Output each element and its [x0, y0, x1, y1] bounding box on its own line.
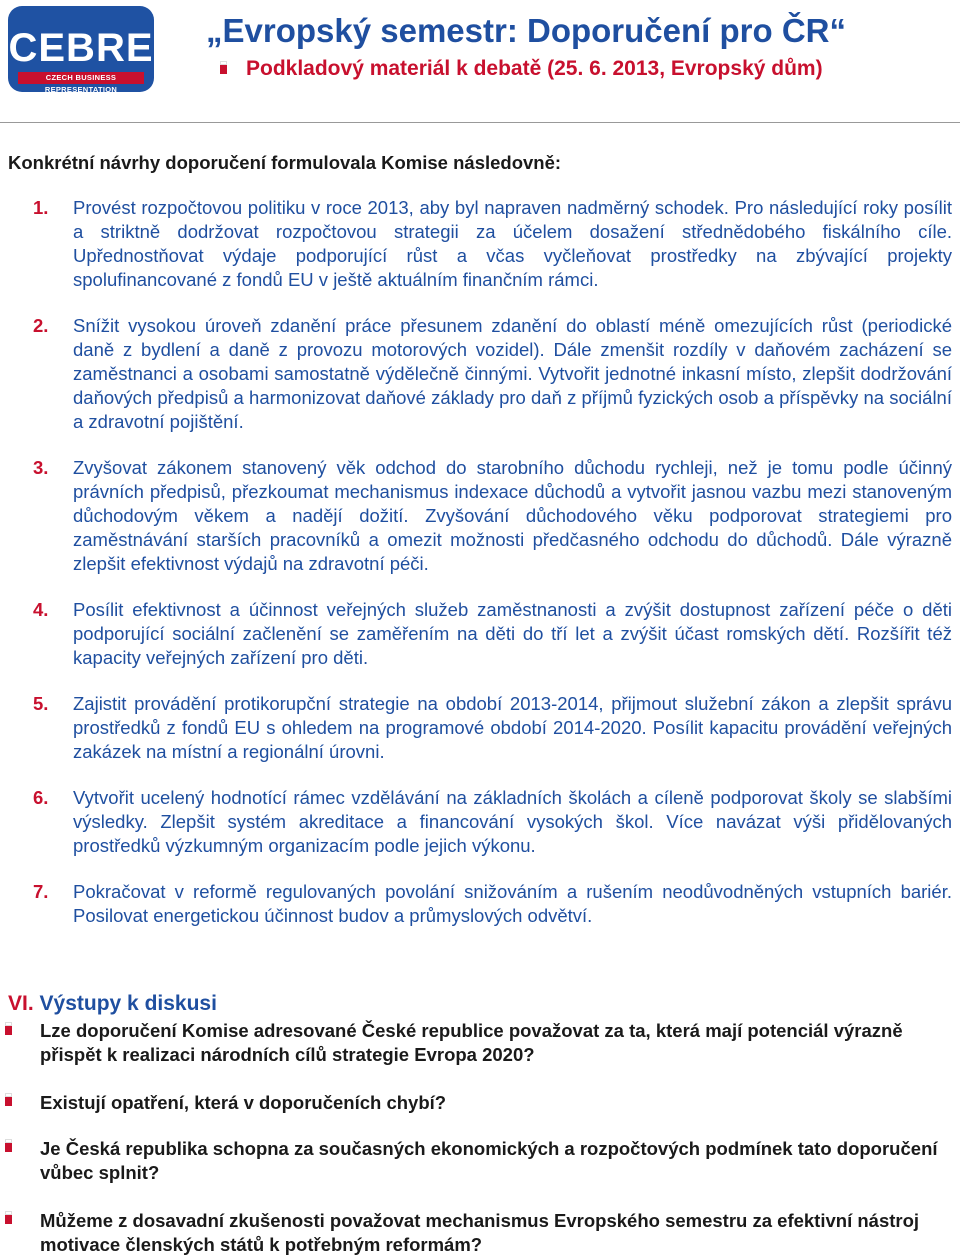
page-title: „Evropský semestr: Doporučení pro ČR“: [206, 12, 846, 49]
list-item: [0, 880, 960, 928]
logo-text: CEBRE: [8, 26, 154, 70]
list-item: [0, 598, 960, 670]
discussion-question: Existují opatření, která v doporučeních chybí?: [40, 1092, 447, 1113]
section-title: Výstupy k diskusi: [39, 992, 217, 1015]
czech-flag-icon: [5, 1093, 12, 1106]
section-heading: [8, 992, 217, 1016]
discussion-question: Je Česká republika schopna za současných ekonomických a rozpočtových podmínek tato doporučení vůbec splnit?: [40, 1138, 938, 1183]
item-number: 6.: [33, 787, 49, 808]
logo-subtext: CZECH BUSINESS REPRESENTATION: [18, 72, 144, 84]
item-number: 7.: [33, 881, 49, 902]
item-text: Provést rozpočtovou politiku v roce 2013, aby byl napraven nadměrný schodek. Pro následující roky posílit a striktně dodržovat rozpočtovou strategii za účelem dosažení střednědobého fiskálního cíle. Upřednostňovat výdaje podporující růst a včas vyčleňovat prostředky na zbývající projekty spolufinancované z fondů EU v ještě aktuálním finančním rámci.: [73, 197, 952, 290]
list-item: [0, 314, 960, 434]
item-text: Zajistit provádění protikorupční strategie na období 2013-2014, přijmout služební zákon a zlepšit správu prostředků z fondů EU s ohledem na programové období 2014-2020. Posílit kapacitu provádění veřejných zakázek na místní a regionální úrovni.: [73, 693, 952, 762]
item-text: Snížit vysokou úroveň zdanění práce přesunem zdanění do oblastí méně omezujících růst (periodické daně z bydlení a daně z provozu motorových vozidel). Dále zmenšit rozdíly v daňovém zacházení se zaměstnanci a osobami samostatně výdělečně činnými. Vytvořit jednotné inkasní místo, zlepšit dodržování daňových předpisů a harmonizovat daňové základy pro daň z příjmů fyzických osob a příspěvky na sociální a zdravotní pojištění.: [73, 315, 952, 432]
cebre-logo: [8, 6, 154, 92]
header: [0, 0, 960, 122]
header-divider: [0, 122, 960, 123]
item-text: Zvyšovat zákonem stanovený věk odchod do starobního důchodu rychleji, než je tomu podle účinný právních předpisů, přezkoumat mechanismus indexace důchodů a vytvořit jasnou vazbu mezi stanoveným důchodovým věkem a nadějí dožití. Zvyšování důchodového věku podporovat strategiemi pro zaměstnávání starších pracovníků a omezit možnosti předčasného odchodu do důchodů. Dále výrazně zlepšit efektivnost výdajů na zdravotní péči.: [73, 457, 952, 574]
item-number: 5.: [33, 693, 49, 714]
item-number: 4.: [33, 599, 49, 620]
czech-flag-icon: [220, 61, 227, 74]
item-number: 3.: [33, 457, 49, 478]
item-text: Posílit efektivnost a účinnost veřejných služeb zaměstnanosti a zvýšit dostupnost zařízení péče o děti podporující sociální začlenění se zaměřením na děti do tří let a zvýšit účast romských dětí. Rozšířit též kapacity veřejných zařízení pro děti.: [73, 599, 952, 668]
intro-text: Konkrétní návrhy doporučení formulovala Komise následovně:: [8, 152, 562, 173]
list-item: [0, 692, 960, 764]
czech-flag-icon: [5, 1211, 12, 1224]
section-number: VI.: [8, 992, 34, 1015]
item-number: 1.: [33, 197, 49, 218]
item-text: Vytvořit ucelený hodnotící rámec vzdělávání na základních školách a cíleně podporovat školy se slabšími výsledky. Zlepšit systém akreditace a financování vysokých škol. Více navázat výši přidělovaných prostředků výzkumným organizacím podle jejich výkonu.: [73, 787, 952, 856]
item-number: 2.: [33, 315, 49, 336]
item-text: Pokračovat v reformě regulovaných povolání snižováním a rušením neodůvodněných vstupních bariér. Posilovat energetickou účinnost budov a průmyslových odvětví.: [73, 881, 952, 926]
discussion-question: Můžeme z dosavadní zkušenosti považovat mechanismus Evropského semestru za efektivní nástroj motivace členských států k potřebným reformám?: [40, 1210, 920, 1255]
recommendations-list: [0, 196, 960, 950]
list-item: [0, 456, 960, 576]
czech-flag-icon: [5, 1139, 12, 1152]
list-item: [0, 196, 960, 292]
discussion-question: Lze doporučení Komise adresované České republice považovat za ta, která mají potenciál výrazně přispět k realizaci národních cílů strategie Evropa 2020?: [40, 1020, 903, 1065]
page-subtitle: Podkladový materiál k debatě (25. 6. 2013, Evropský dům): [246, 57, 823, 80]
list-item: [0, 786, 960, 858]
czech-flag-icon: [5, 1022, 12, 1035]
